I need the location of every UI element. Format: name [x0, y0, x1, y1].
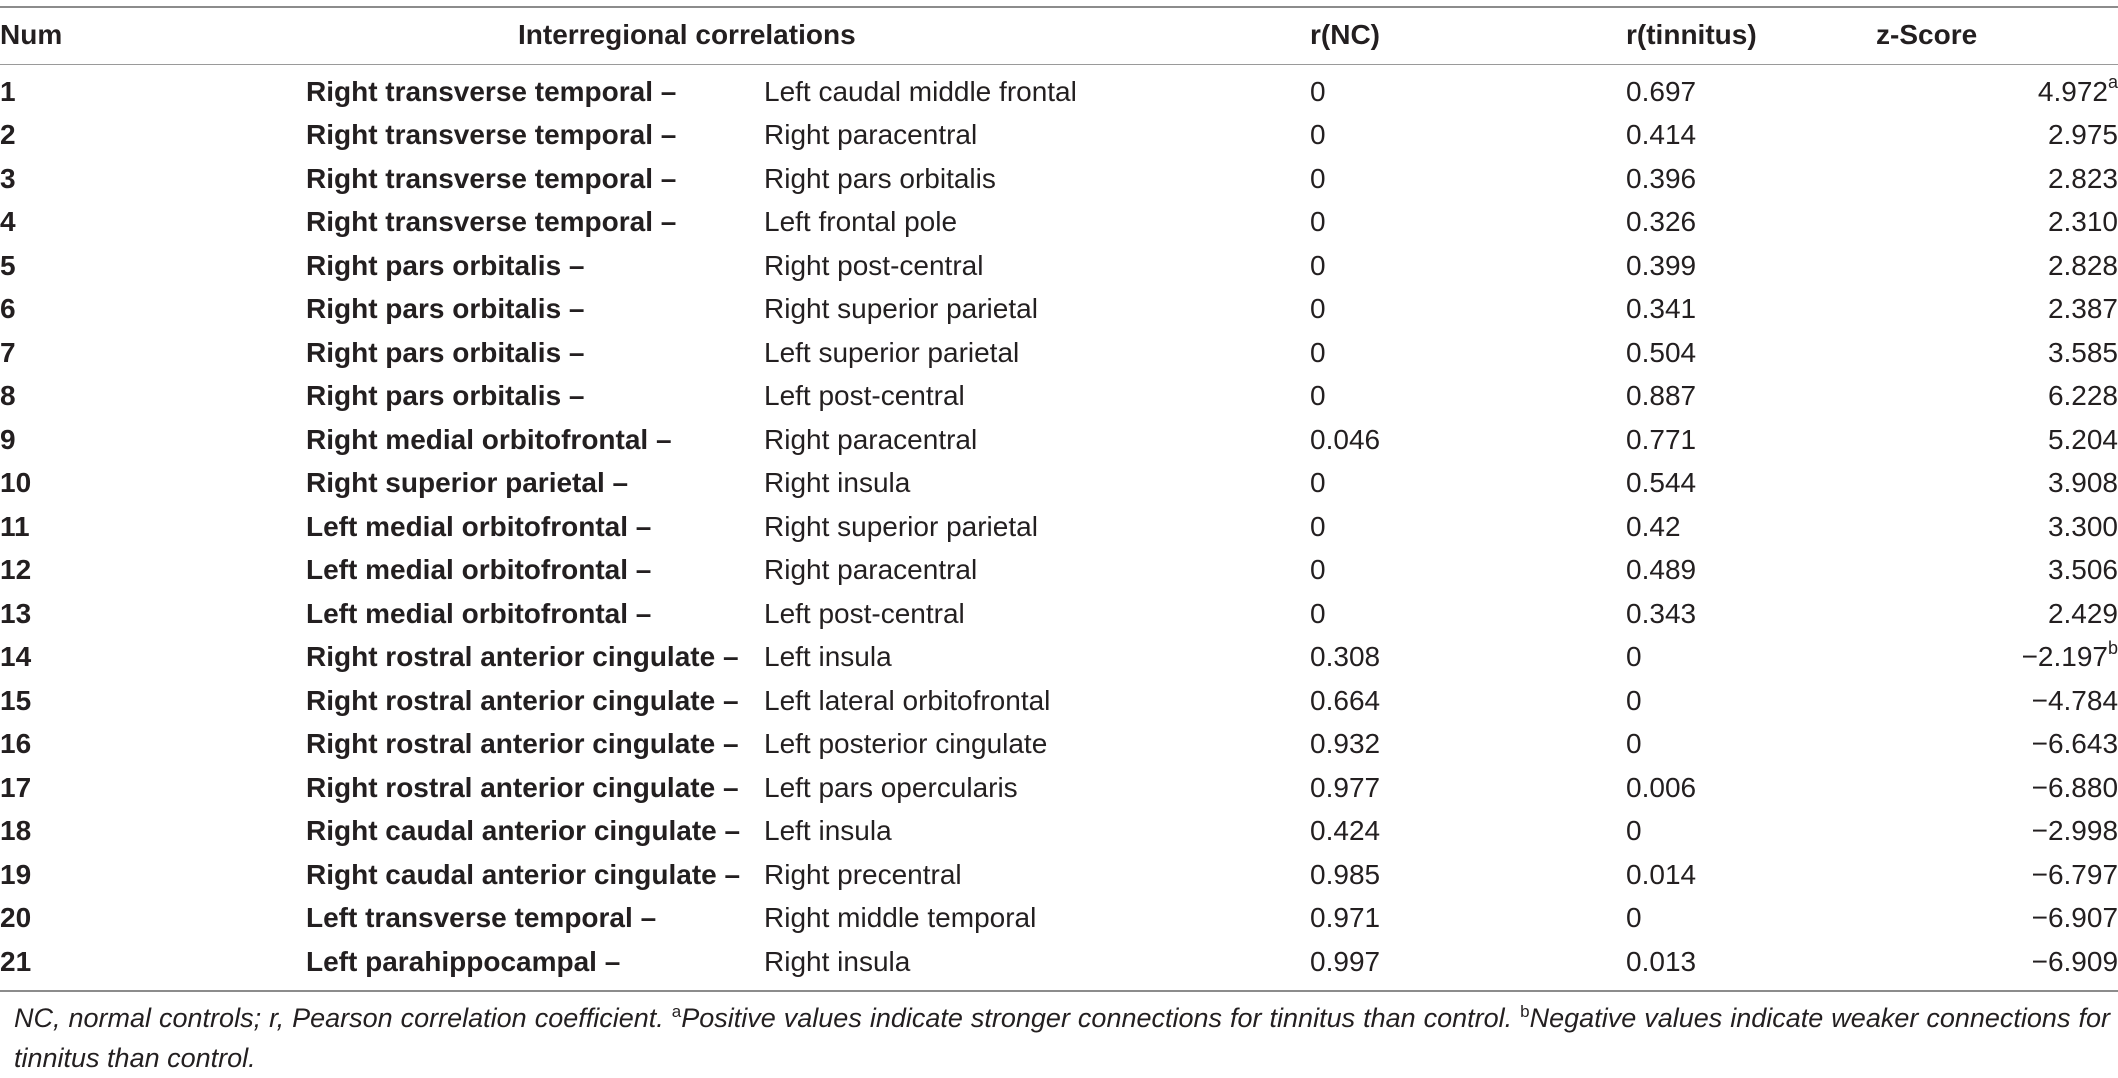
cell-region-to-text: Right insula	[764, 467, 911, 499]
cell-num	[0, 897, 306, 941]
cell-z-score	[1876, 418, 2118, 462]
cell-z-score-text: 3.506	[2047, 554, 2118, 586]
cell-r-tinnitus	[1626, 636, 1876, 680]
cell-num	[0, 288, 306, 332]
cell-r-nc	[1310, 766, 1626, 810]
cell-r-tinnitus	[1626, 114, 1876, 158]
cell-num	[0, 723, 306, 767]
cell-region-to	[764, 810, 1310, 854]
cell-region-to	[764, 157, 1310, 201]
cell-region-from	[306, 375, 764, 419]
cell-num-text: 21	[0, 945, 32, 977]
cell-r-nc-text: 0.971	[1310, 902, 1381, 934]
cell-region-from	[306, 766, 764, 810]
cell-region-from-text: Right transverse temporal –	[306, 162, 677, 194]
table-row	[0, 810, 2118, 854]
cell-r-nc	[1310, 810, 1626, 854]
cell-num-text: 11	[0, 510, 30, 542]
cell-z-score-text: −6.907	[2031, 902, 2118, 934]
cell-r-tinnitus	[1626, 157, 1876, 201]
cell-region-to	[764, 636, 1310, 680]
cell-z-score	[1876, 636, 2118, 680]
cell-num-text: 3	[0, 162, 16, 194]
cell-z-score	[1876, 244, 2118, 288]
cell-z-score-text: 3.908	[2047, 467, 2118, 499]
cell-r-tinnitus-text: 0.544	[1626, 467, 1697, 499]
cell-region-to-text: Left superior parietal	[764, 336, 1020, 368]
cell-region-to	[764, 940, 1310, 984]
cell-num-text: 5	[0, 249, 16, 281]
cell-r-tinnitus	[1626, 723, 1876, 767]
cell-z-score-text: −6.643	[2031, 728, 2118, 760]
cell-z-score-text: 2.823	[2047, 162, 2118, 194]
table-row	[0, 940, 2118, 984]
cell-r-tinnitus-text: 0.396	[1626, 162, 1697, 194]
cell-z-score-text: −2.998	[2031, 815, 2118, 847]
cell-r-nc	[1310, 244, 1626, 288]
cell-r-nc	[1310, 114, 1626, 158]
cell-z-score	[1876, 549, 2118, 593]
cell-region-from	[306, 723, 764, 767]
cell-r-tinnitus-text: 0	[1626, 684, 1642, 716]
bottom-rule	[0, 990, 2118, 992]
cell-region-to-text: Right paracentral	[764, 119, 978, 151]
cell-num	[0, 679, 306, 723]
cell-z-score	[1876, 505, 2118, 549]
cell-region-to	[764, 114, 1310, 158]
cell-z-score-text: 3.585	[2047, 336, 2118, 368]
cell-r-nc-text: 0.932	[1310, 728, 1381, 760]
correlations-table	[0, 6, 2118, 984]
cell-r-tinnitus-text: 0.343	[1626, 597, 1697, 629]
cell-region-from-text: Left medial orbitofrontal –	[306, 554, 652, 586]
cell-region-from	[306, 244, 764, 288]
cell-num-text: 15	[0, 684, 32, 716]
cell-r-nc-text: 0.308	[1310, 641, 1381, 673]
cell-num	[0, 157, 306, 201]
cell-z-score	[1876, 897, 2118, 941]
cell-region-from-text: Left transverse temporal –	[306, 902, 657, 934]
cell-z-score	[1876, 810, 2118, 854]
cell-region-to	[764, 288, 1310, 332]
cell-r-nc	[1310, 288, 1626, 332]
cell-num-text: 4	[0, 206, 16, 238]
cell-num	[0, 940, 306, 984]
cell-region-from	[306, 636, 764, 680]
cell-num	[0, 462, 306, 506]
cell-r-nc-text: 0	[1310, 554, 1326, 586]
cell-region-to	[764, 64, 1310, 114]
table-row	[0, 592, 2118, 636]
header-z-score: z-Score	[1876, 19, 1978, 50]
cell-num	[0, 418, 306, 462]
cell-region-from-text: Right transverse temporal –	[306, 206, 677, 238]
cell-r-nc-text: 0	[1310, 206, 1326, 238]
cell-num-text: 6	[0, 293, 16, 325]
cell-z-score	[1876, 288, 2118, 332]
cell-r-tinnitus	[1626, 288, 1876, 332]
table-row	[0, 157, 2118, 201]
cell-region-from-text: Right caudal anterior cingulate –	[306, 858, 741, 890]
cell-r-tinnitus	[1626, 679, 1876, 723]
cell-r-nc-text: 0	[1310, 162, 1326, 194]
cell-r-tinnitus	[1626, 897, 1876, 941]
cell-region-from-text: Right rostral anterior cingulate –	[306, 684, 739, 716]
cell-region-from-text: Right rostral anterior cingulate –	[306, 728, 739, 760]
cell-r-nc	[1310, 897, 1626, 941]
cell-region-to-text: Left post-central	[764, 597, 965, 629]
cell-region-from	[306, 201, 764, 245]
cell-num	[0, 592, 306, 636]
cell-r-nc-text: 0.977	[1310, 771, 1381, 803]
cell-z-score-text: 4.972	[2037, 75, 2108, 107]
cell-region-to-text: Left lateral orbitofrontal	[764, 684, 1051, 716]
cell-r-nc-text: 0	[1310, 336, 1326, 368]
cell-num-text: 1	[0, 75, 16, 107]
cell-r-tinnitus-text: 0	[1626, 815, 1642, 847]
cell-region-to-text: Right superior parietal	[764, 293, 1038, 325]
cell-r-tinnitus-text: 0.399	[1626, 249, 1697, 281]
cell-region-to	[764, 244, 1310, 288]
cell-r-tinnitus	[1626, 244, 1876, 288]
cell-r-nc-text: 0.997	[1310, 945, 1381, 977]
cell-region-from-text: Right transverse temporal –	[306, 75, 677, 107]
cell-region-to-text: Right post-central	[764, 249, 984, 281]
cell-num	[0, 549, 306, 593]
table-row	[0, 114, 2118, 158]
cell-r-tinnitus	[1626, 331, 1876, 375]
cell-r-tinnitus-text: 0	[1626, 728, 1642, 760]
cell-r-nc	[1310, 331, 1626, 375]
cell-num	[0, 853, 306, 897]
cell-num-text: 17	[0, 771, 32, 803]
cell-region-to	[764, 201, 1310, 245]
cell-z-score	[1876, 462, 2118, 506]
cell-r-nc	[1310, 375, 1626, 419]
cell-r-nc-text: 0.046	[1310, 423, 1381, 455]
footnote-abbreviations: NC, normal controls; r, Pearson correlation coefficient.	[14, 1003, 664, 1033]
table-row	[0, 897, 2118, 941]
cell-r-nc-text: 0.424	[1310, 815, 1381, 847]
cell-region-from-text: Left parahippocampal –	[306, 945, 621, 977]
table-row	[0, 244, 2118, 288]
cell-region-to-text: Left posterior cingulate	[764, 728, 1048, 760]
cell-r-nc	[1310, 157, 1626, 201]
cell-r-nc	[1310, 636, 1626, 680]
table-row	[0, 723, 2118, 767]
cell-num-text: 14	[0, 641, 32, 673]
cell-z-score-text: 2.310	[2047, 206, 2118, 238]
cell-region-from-text: Right medial orbitofrontal –	[306, 423, 672, 455]
cell-z-score-text: 3.300	[2047, 510, 2118, 542]
cell-r-nc	[1310, 505, 1626, 549]
table-row	[0, 679, 2118, 723]
cell-r-nc	[1310, 940, 1626, 984]
cell-region-to	[764, 462, 1310, 506]
table-row	[0, 288, 2118, 332]
cell-region-to-text: Left frontal pole	[764, 206, 958, 238]
cell-num	[0, 810, 306, 854]
cell-region-from	[306, 331, 764, 375]
cell-r-tinnitus	[1626, 418, 1876, 462]
cell-r-tinnitus	[1626, 375, 1876, 419]
cell-r-nc-text: 0	[1310, 380, 1326, 412]
cell-z-score	[1876, 157, 2118, 201]
cell-r-tinnitus	[1626, 592, 1876, 636]
footnote-marker: b	[2108, 637, 2118, 658]
table-body	[0, 64, 2118, 984]
cell-r-nc-text: 0	[1310, 467, 1326, 499]
table-row	[0, 853, 2118, 897]
cell-region-from	[306, 940, 764, 984]
table-row	[0, 418, 2118, 462]
cell-r-tinnitus-text: 0.414	[1626, 119, 1697, 151]
cell-region-from	[306, 679, 764, 723]
cell-num	[0, 375, 306, 419]
cell-num-text: 8	[0, 380, 16, 412]
cell-r-tinnitus-text: 0.006	[1626, 771, 1697, 803]
table-row	[0, 462, 2118, 506]
cell-r-nc	[1310, 201, 1626, 245]
header-num: Num	[0, 19, 63, 50]
cell-region-from	[306, 505, 764, 549]
cell-region-to	[764, 853, 1310, 897]
cell-num	[0, 114, 306, 158]
cell-region-from-text: Right transverse temporal –	[306, 119, 677, 151]
cell-r-nc-text: 0	[1310, 293, 1326, 325]
cell-region-from-text: Right pars orbitalis –	[306, 249, 585, 281]
cell-z-score-text: −6.797	[2031, 858, 2118, 890]
cell-region-to-text: Right pars orbitalis	[764, 162, 996, 194]
cell-region-from	[306, 64, 764, 114]
cell-r-tinnitus	[1626, 462, 1876, 506]
cell-region-to-text: Left insula	[764, 815, 892, 847]
cell-z-score	[1876, 766, 2118, 810]
cell-r-nc-text: 0.985	[1310, 858, 1381, 890]
cell-r-nc-text: 0	[1310, 249, 1326, 281]
cell-region-from	[306, 897, 764, 941]
cell-r-nc	[1310, 592, 1626, 636]
cell-region-to-text: Left pars opercularis	[764, 771, 1018, 803]
cell-region-to-text: Left insula	[764, 641, 892, 673]
cell-region-to-text: Right precentral	[764, 858, 962, 890]
cell-num	[0, 331, 306, 375]
cell-z-score-text: 5.204	[2047, 423, 2118, 455]
cell-r-nc	[1310, 549, 1626, 593]
cell-num	[0, 244, 306, 288]
cell-r-nc-text: 0	[1310, 75, 1326, 107]
cell-region-from-text: Right pars orbitalis –	[306, 380, 585, 412]
cell-region-from-text: Right pars orbitalis –	[306, 336, 585, 368]
cell-z-score	[1876, 679, 2118, 723]
cell-r-nc-text: 0	[1310, 597, 1326, 629]
cell-region-from-text: Right rostral anterior cingulate –	[306, 771, 739, 803]
cell-r-tinnitus	[1626, 505, 1876, 549]
cell-z-score	[1876, 723, 2118, 767]
table-row	[0, 766, 2118, 810]
cell-r-tinnitus-text: 0.771	[1626, 423, 1697, 455]
cell-num	[0, 201, 306, 245]
cell-r-nc-text: 0.664	[1310, 684, 1381, 716]
footnote-marker: a	[2108, 72, 2118, 93]
cell-region-to-text: Right insula	[764, 945, 911, 977]
cell-r-tinnitus	[1626, 201, 1876, 245]
cell-region-to	[764, 679, 1310, 723]
cell-z-score	[1876, 114, 2118, 158]
cell-num-text: 9	[0, 423, 16, 455]
cell-z-score	[1876, 940, 2118, 984]
cell-r-tinnitus-text: 0.887	[1626, 380, 1697, 412]
cell-r-tinnitus-text: 0.013	[1626, 945, 1697, 977]
cell-region-from	[306, 549, 764, 593]
cell-region-from-text: Right rostral anterior cingulate –	[306, 641, 739, 673]
cell-r-tinnitus-text: 0.42	[1626, 510, 1681, 542]
cell-z-score-text: −6.909	[2031, 945, 2118, 977]
table-header-row	[0, 6, 2118, 64]
cell-r-tinnitus	[1626, 853, 1876, 897]
cell-region-to-text: Left caudal middle frontal	[764, 75, 1077, 107]
cell-r-nc	[1310, 418, 1626, 462]
table-footnote	[14, 998, 2110, 1078]
cell-r-tinnitus-text: 0.504	[1626, 336, 1697, 368]
cell-r-tinnitus-text: 0	[1626, 641, 1642, 673]
cell-num	[0, 766, 306, 810]
cell-region-from	[306, 462, 764, 506]
cell-region-to	[764, 897, 1310, 941]
cell-z-score-text: −2.197	[2021, 641, 2108, 673]
cell-r-tinnitus	[1626, 940, 1876, 984]
table-row	[0, 505, 2118, 549]
cell-region-to-text: Right middle temporal	[764, 902, 1037, 934]
cell-region-from-text: Left medial orbitofrontal –	[306, 597, 652, 629]
cell-num	[0, 505, 306, 549]
cell-region-to	[764, 505, 1310, 549]
cell-num-text: 10	[0, 467, 32, 499]
cell-z-score	[1876, 64, 2118, 114]
cell-num-text: 7	[0, 336, 16, 368]
cell-num-text: 2	[0, 119, 16, 151]
cell-r-tinnitus-text: 0.326	[1626, 206, 1697, 238]
cell-region-to	[764, 592, 1310, 636]
cell-region-from-text: Right caudal anterior cingulate –	[306, 815, 741, 847]
cell-r-tinnitus	[1626, 766, 1876, 810]
cell-z-score	[1876, 592, 2118, 636]
cell-z-score-text: −4.784	[2031, 684, 2118, 716]
cell-region-from	[306, 810, 764, 854]
cell-region-to	[764, 766, 1310, 810]
cell-region-from	[306, 853, 764, 897]
cell-r-nc-text: 0	[1310, 119, 1326, 151]
cell-region-from	[306, 418, 764, 462]
cell-region-from-text: Right superior parietal –	[306, 467, 629, 499]
cell-num-text: 19	[0, 858, 32, 890]
header-interregional: Interregional correlations	[518, 19, 856, 50]
cell-z-score-text: 6.228	[2047, 380, 2118, 412]
cell-num-text: 12	[0, 554, 32, 586]
table-row	[0, 636, 2118, 680]
cell-z-score	[1876, 201, 2118, 245]
cell-region-from	[306, 288, 764, 332]
cell-z-score	[1876, 331, 2118, 375]
cell-region-to	[764, 549, 1310, 593]
footnote-note-a: Positive values indicate stronger connections for tinnitus than control.	[681, 1003, 1513, 1033]
cell-region-from-text: Left medial orbitofrontal –	[306, 510, 652, 542]
cell-region-to	[764, 375, 1310, 419]
cell-z-score-text: 2.975	[2047, 119, 2118, 151]
cell-num-text: 13	[0, 597, 32, 629]
cell-region-to	[764, 723, 1310, 767]
cell-region-to-text: Right superior parietal	[764, 510, 1038, 542]
cell-region-from	[306, 114, 764, 158]
cell-region-to	[764, 331, 1310, 375]
cell-r-nc	[1310, 853, 1626, 897]
cell-r-tinnitus	[1626, 810, 1876, 854]
cell-r-tinnitus	[1626, 549, 1876, 593]
cell-num	[0, 636, 306, 680]
cell-z-score-text: −6.880	[2031, 771, 2118, 803]
cell-r-tinnitus-text: 0.697	[1626, 75, 1697, 107]
cell-r-tinnitus-text: 0.014	[1626, 858, 1697, 890]
cell-z-score	[1876, 853, 2118, 897]
cell-r-tinnitus-text: 0.489	[1626, 554, 1697, 586]
header-r-tinnitus: r(tinnitus)	[1626, 19, 1757, 50]
table-row	[0, 331, 2118, 375]
cell-r-nc	[1310, 723, 1626, 767]
cell-num-text: 16	[0, 728, 32, 760]
cell-z-score	[1876, 375, 2118, 419]
footnote-note-b: Negative values indicate weaker connections for tinnitus than control.	[14, 1003, 2110, 1073]
cell-z-score-text: 2.429	[2047, 597, 2118, 629]
table-row	[0, 375, 2118, 419]
cell-r-nc-text: 0	[1310, 510, 1326, 542]
footnote-mark-b: b	[1520, 1002, 1530, 1021]
cell-region-to-text: Right paracentral	[764, 554, 978, 586]
cell-r-nc	[1310, 462, 1626, 506]
table-row	[0, 549, 2118, 593]
cell-region-to-text: Right paracentral	[764, 423, 978, 455]
cell-num-text: 20	[0, 902, 32, 934]
cell-region-from	[306, 592, 764, 636]
cell-r-nc	[1310, 64, 1626, 114]
cell-region-to-text: Left post-central	[764, 380, 965, 412]
cell-r-tinnitus-text: 0.341	[1626, 293, 1697, 325]
cell-region-to	[764, 418, 1310, 462]
cell-r-tinnitus	[1626, 64, 1876, 114]
cell-region-from	[306, 157, 764, 201]
cell-region-from-text: Right pars orbitalis –	[306, 293, 585, 325]
cell-z-score-text: 2.828	[2047, 249, 2118, 281]
cell-r-tinnitus-text: 0	[1626, 902, 1642, 934]
header-r-nc: r(NC)	[1310, 19, 1381, 50]
cell-z-score-text: 2.387	[2047, 293, 2118, 325]
cell-num	[0, 64, 306, 114]
table-row	[0, 64, 2118, 114]
footnote-mark-a: a	[671, 1002, 682, 1021]
table-row	[0, 201, 2118, 245]
cell-num-text: 18	[0, 815, 32, 847]
cell-r-nc	[1310, 679, 1626, 723]
